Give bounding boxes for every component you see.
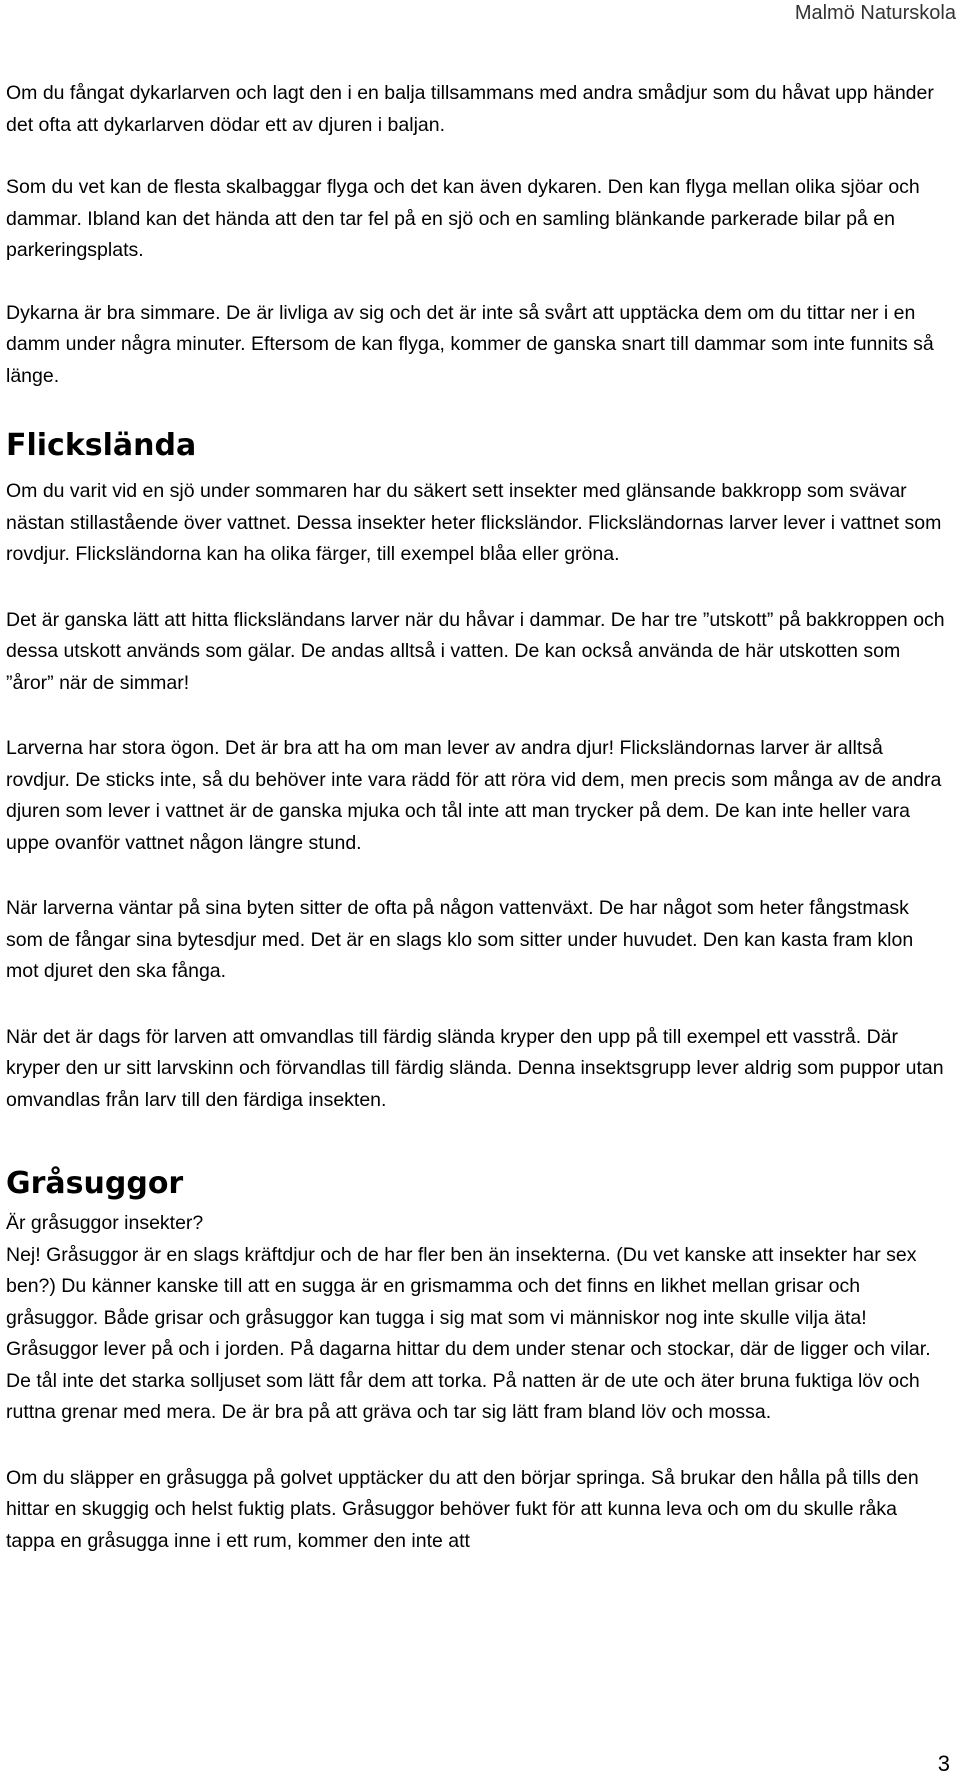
paragraph: Om du varit vid en sjö under sommaren har du säkert sett insekter med glänsande bakkropp som svävar nästan stillastående över vattnet. Dessa insekter heter flicksländor. Flicksländornas larver lever i vattnet som rovdjur. Flicksländorna kan ha olika färger, till exempel blåa eller gröna.: [6, 480, 942, 565]
section-heading-flickslanda: Flickslända: [6, 428, 197, 463]
paragraph: Det är ganska lätt att hitta flicksländans larver när du håvar i dammar. De har tre ”utskott” på bakkroppen och dessa utskott används som gälar. De andas alltså i vatten. De kan också använda de här utskotten som ”åror” när de simmar!: [6, 608, 945, 694]
paragraph: Larverna har stora ögon. Det är bra att ha om man lever av andra djur! Flicksländornas larver är alltså rovdjur. De sticks inte, så du behöver inte vara rädd för att röra vid dem, men precis som många av de andra djuren som lever i vattnet är de ganska mjuka och tål inte att man trycker på dem. De kan inte heller vara uppe ovanför vattnet någon längre stund.: [6, 737, 942, 854]
paragraph: Om du släpper en gråsugga på golvet upptäcker du att den börjar springa. Så brukar den hålla på tills den hittar en skuggig och helst fuktig plats. Gråsuggor behöver fukt för att kunna leva och om du skulle råka tappa en gråsugga inne i ett rum, kommer den inte att: [6, 1466, 919, 1552]
paragraph: Som du vet kan de flesta skalbaggar flyga och det kan även dykaren. Den kan flyga mellan olika sjöar och dammar. Ibland kan det hända att den tar fel på en sjö och en samling blänkande parkerade bilar på en parkeringsplats.: [6, 176, 920, 261]
paragraph: Dykarna är bra simmare. De är livliga av sig och det är inte så svårt att upptäcka dem om du tittar ner i en damm under några minuter. Eftersom de kan flyga, kommer de ganska snart till dammar som inte funnits så länge.: [6, 301, 934, 387]
page-header-title: Malmö Naturskola: [794, 2, 956, 24]
document-body: [6, 78, 951, 1591]
paragraph: Nej! Gråsuggor är en slags kräftdjur och de har fler ben än insekterna. (Du vet kanske att insekter har sex ben?) Du känner kanske till att en sugga är en grismamma och det finns en likhet mellan grisar och gråsuggor. Både grisar och gråsuggor kan tugga i sig mat som vi människor nog inte skulle vilja äta! Gråsuggor lever på och i jorden. På dagarna hittar du dem under stenar och stockar, där de ligger och vilar. De tål inte det starka solljuset som lätt får dem att torka. På natten är de ute och äter bruna fuktiga löv och ruttna grenar med mera. De är bra på att gräva och tar sig lätt fram bland löv och mossa.: [6, 1243, 931, 1423]
page-number: 3: [937, 1751, 950, 1776]
paragraph: Om du fångat dykarlarven och lagt den i en balja tillsammans med andra smådjur som du håvat upp händer det ofta att dykarlarven dödar ett av djuren i baljan.: [6, 82, 934, 136]
section-heading-grasuggor: Gråsuggor: [6, 1166, 184, 1201]
question-line: Är gråsuggor insekter?: [6, 1212, 204, 1234]
paragraph: När det är dags för larven att omvandlas till färdig slända kryper den upp på till exempel ett vasstrå. Där kryper den ur sitt larvskinn och förvandlas till färdig slända. Denna insektsgrupp lever aldrig som puppor utan omvandlas från larv till den färdiga insekten.: [6, 1025, 944, 1111]
paragraph: När larverna väntar på sina byten sitter de ofta på någon vattenväxt. De har något som heter fångstmask som de fångar sina bytesdjur med. Det är en slags klo som sitter under huvudet. Den kan kasta fram klon mot djuret den ska fånga.: [6, 897, 914, 982]
